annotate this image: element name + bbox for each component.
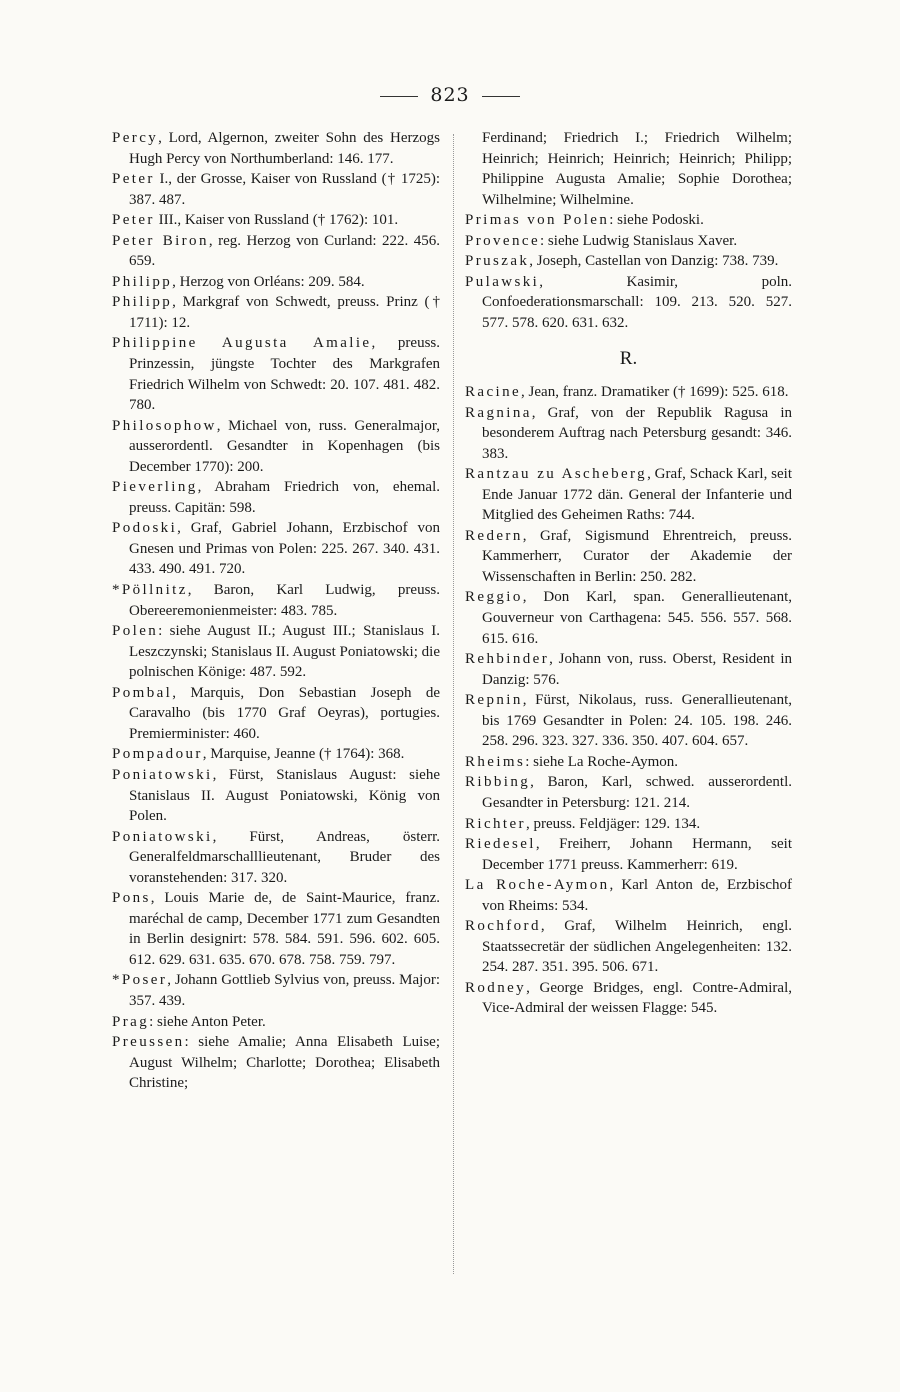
index-entry: Rehbinder, Johann von, russ. Oberst, Resident in Danzig: 576. [465,651,792,688]
index-entry: Philipp, Markgraf von Schwedt, preuss. Prinz († 1711): 12. [112,294,440,331]
index-entry: Peter I., der Grosse, Kaiser von Russland († 1725): 387. 487. [112,171,440,208]
index-entry: Pombal, Marquis, Don Sebastian Joseph de Caravalho (bis 1770 Graf Oeyras), portugies. Premierminister: 460. [112,684,440,742]
index-entry: Reggio, Don Karl, span. Generallieutenant, Gouverneur von Carthagena: 545. 556. 557. 568. 615. 616. [465,589,792,647]
index-entry: Repnin, Fürst, Nikolaus, russ. Generallieutenant, bis 1769 Gesandter in Polen: 24. 105. 198. 246. 258. 296. 323. 327. 336. 350. 407. 604. 657. [465,692,792,750]
right-column [465,128,792,1019]
index-entry: Peter III., Kaiser von Russland († 1762): 101. [112,212,399,229]
index-entry: Poniatowski, Fürst, Stanislaus August: siehe Stanislaus II. August Poniatowski, König von Polen. [112,766,440,825]
index-entry: Rheims: siehe La Roche-Aymon. [465,753,678,770]
continued-entry-text: Ferdinand; Friedrich I.; Friedrich Wilhelm; Heinrich; Heinrich; Heinrich; Heinrich; Philipp; Philippine Augusta Amalie; Sophie Dorothea; Wilhelmine; Wilhelmine. [482,130,792,208]
index-entry: Pulawski, Kasimir, poln. Confoederationsmarschall: 109. 213. 520. 527. 577. 578. 620. 631. 632. [465,273,792,331]
index-entry: Percy, Lord, Algernon, zweiter Sohn des Herzogs Hugh Percy von Northumberland: 146. 177. [112,130,440,167]
left-column [112,128,440,1094]
index-entry: Polen: siehe August II.; August III.; Stanislaus I. Leszczynski; Stanislaus II. August Poniatowski; die polnischen Könige: 487. 592. [112,623,440,681]
index-entry: Prag: siehe Anton Peter. [112,1013,266,1030]
index-entry: Rodney, George Bridges, engl. Contre-Admiral, Vice-Admiral der weissen Flagge: 545. [465,979,792,1017]
section-heading: R. [619,348,638,370]
index-entry: Philipp, Herzog von Orléans: 209. 584. [112,273,365,290]
index-entry: Redern, Graf, Sigismund Ehrentreich, preuss. Kammerherr, Curator der Akademie der Wissenschaften in Berlin: 250. 282. [465,527,792,585]
index-entry: Rochford, Graf, Wilhelm Heinrich, engl. Staatssecretär der südlichen Angelegenheiten: 132. 254. 287. 351. 395. 506. 671. [465,918,792,976]
index-entry: Ribbing, Baron, Karl, schwed. ausserordentl. Gesandter in Petersburg: 121. 214. [465,774,792,811]
index-entry: La Roche-Aymon, Karl Anton de, Erzbischof von Rheims: 534. [465,877,792,914]
column-divider [453,134,454,1274]
page-number: 823 [430,84,470,106]
index-entry: Provence: siehe Ludwig Stanislaus Xaver. [465,232,738,249]
index-entry: Primas von Polen: siehe Podoski. [465,212,704,229]
index-entry: *Pöllnitz, Baron, Karl Ludwig, preuss. Obereeremonienmeister: 483. 785. [112,582,440,619]
index-entry: Peter Biron, reg. Herzog von Curland: 222. 456. 659. [112,232,441,270]
index-entry: Pompadour, Marquise, Jeanne († 1764): 368. [112,746,405,763]
index-entry: Ragnina, Graf, von der Republik Ragusa in besonderem Auftrag nach Petersburg gesandt: 346. 383. [465,404,792,462]
page-header [0,84,900,106]
index-entry: Preussen: siehe Amalie; Anna Elisabeth Luise; August Wilhelm; Charlotte; Dorothea; Elisabeth Christine; [112,1034,440,1092]
index-entry: Richter, preuss. Feldjäger: 129. 134. [465,815,701,832]
index-entry: Pieverling, Abraham Friedrich von, ehemal. preuss. Capitän: 598. [112,479,440,516]
index-entry: *Poser, Johann Gottlieb Sylvius von, preuss. Major: 357. 439. [112,972,440,1009]
index-entry: Pruszak, Joseph, Castellan von Danzig: 738. 739. [465,253,779,270]
index-entry: Pons, Louis Marie de, de Saint-Maurice, franz. maréchal de camp, December 1771 zum Gesandten in Berlin designirt: 578. 584. 591. 596. 602. 605. 612. 629. 631. 635. 670. 678. 758. 759. 797. [112,890,440,968]
index-entry: Philosophow, Michael von, russ. Generalmajor, ausserordentl. Gesandter in Kopenhagen (bis December 1770): 200. [112,417,440,475]
index-entry: Rantzau zu Ascheberg, Graf, Schack Karl, seit Ende Januar 1772 dän. General der Infanterie und Mitglied des Geheimen Raths: 744. [465,466,793,524]
index-entry: Poniatowski, Fürst, Andreas, österr. Generalfeldmarschalllieutenant, Bruder des voranstehenden: 317. 320. [112,828,440,886]
index-entry: Philippine Augusta Amalie, preuss. Prinzessin, jüngste Tochter des Markgrafen Friedrich Wilhelm von Schwedt: 20. 107. 481. 482. 780. [112,335,440,414]
index-entry: Riedesel, Freiherr, Johann Hermann, seit December 1771 preuss. Kammerherr: 619. [465,836,792,873]
index-entry: Podoski, Graf, Gabriel Johann, Erzbischof von Gnesen und Primas von Polen: 225. 267. 340. 431. 433. 490. 491. 720. [112,520,440,578]
index-entry: Racine, Jean, franz. Dramatiker († 1699): 525. 618. [465,384,789,401]
header-dash-right [482,96,520,97]
header-dash-left [380,96,418,97]
